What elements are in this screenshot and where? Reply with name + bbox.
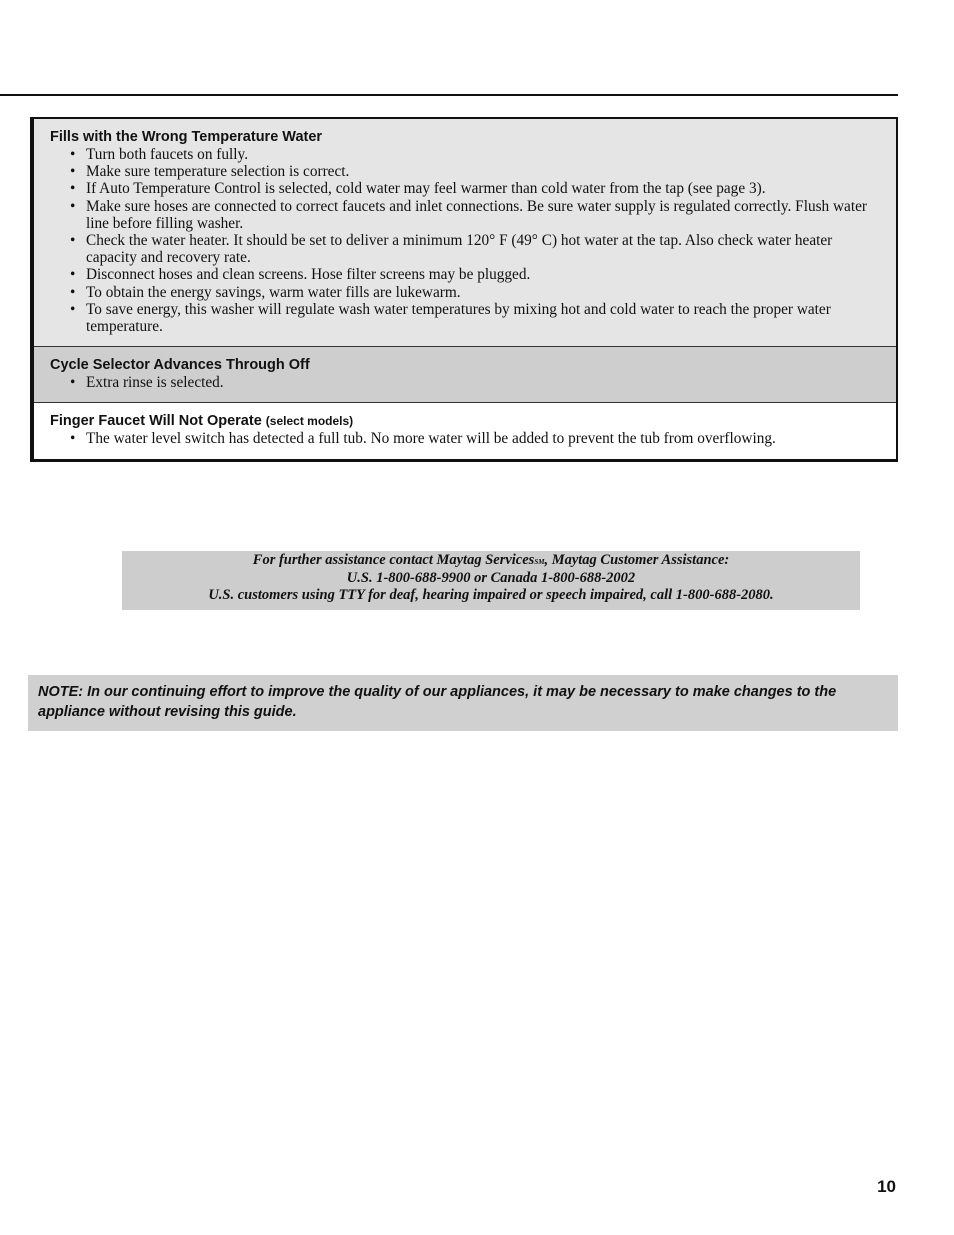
- bullet-list: [50, 430, 884, 447]
- troubleshooting-table: [30, 117, 898, 462]
- bullet-list: [50, 374, 884, 391]
- assistance-line-2: U.S. 1-800-688-9900 or Canada 1-800-688-2002: [346, 569, 636, 586]
- list-item: • If Auto Temperature Control is selected, cold water may feel warmer than cold water from the tap (see page 3).: [70, 180, 884, 197]
- list-item: • The water level switch has detected a full tub. No more water will be added to prevent the tub from overflowing.: [70, 430, 884, 447]
- page-number: 10: [877, 1177, 896, 1196]
- top-divider: [0, 94, 898, 96]
- section-title-note: (select models): [265, 414, 354, 429]
- section-title-text: Fills with the Wrong Temperature Water: [50, 129, 323, 145]
- section-finger-faucet: [34, 402, 896, 458]
- list-item: • To obtain the energy savings, warm water fills are lukewarm.: [70, 284, 884, 301]
- assistance-line-3: U.S. customers using TTY for deaf, hearing impaired or speech impaired, call 1-800-688-2080.: [208, 587, 774, 603]
- section-title-text: Cycle Selector Advances Through Off: [50, 357, 310, 374]
- list-item: • Check the water heater. It should be set to deliver a minimum 120° F (49° C) hot water at the tap. Also check water heater capacity and recovery rate.: [70, 232, 884, 266]
- assistance-box: [122, 551, 860, 610]
- section-title: [50, 356, 884, 374]
- list-item: • Make sure temperature selection is correct.: [70, 163, 884, 180]
- service-mark: SM: [534, 558, 545, 566]
- note-box: [28, 675, 898, 731]
- section-title: [50, 412, 884, 430]
- list-item: • Disconnect hoses and clean screens. Hose filter screens may be plugged.: [70, 266, 884, 283]
- section-wrong-temperature: [34, 119, 896, 346]
- note-text: NOTE: In our continuing effort to improve the quality of our appliances, it may be necessary to make changes to the appliance without revising this guide.: [38, 684, 837, 720]
- list-item: • Turn both faucets on fully.: [70, 146, 884, 163]
- list-item: • To save energy, this washer will regulate wash water temperatures by mixing hot and cold water to reach the proper water temperature.: [70, 301, 884, 335]
- section-cycle-selector: [34, 346, 896, 402]
- list-item: • Extra rinse is selected.: [70, 374, 884, 391]
- list-item: • Make sure hoses are connected to correct faucets and inlet connections. Be sure water supply is regulated correctly. Flush water line before filling washer.: [70, 198, 884, 232]
- assistance-text: , Maytag Customer Assistance:: [544, 552, 730, 568]
- section-title-text: Finger Faucet Will Not Operate: [50, 413, 262, 430]
- section-title: [50, 128, 884, 146]
- assistance-text: For further assistance contact Maytag Services: [252, 552, 535, 568]
- bullet-list: [50, 146, 884, 335]
- assistance-line-1: [122, 552, 860, 570]
